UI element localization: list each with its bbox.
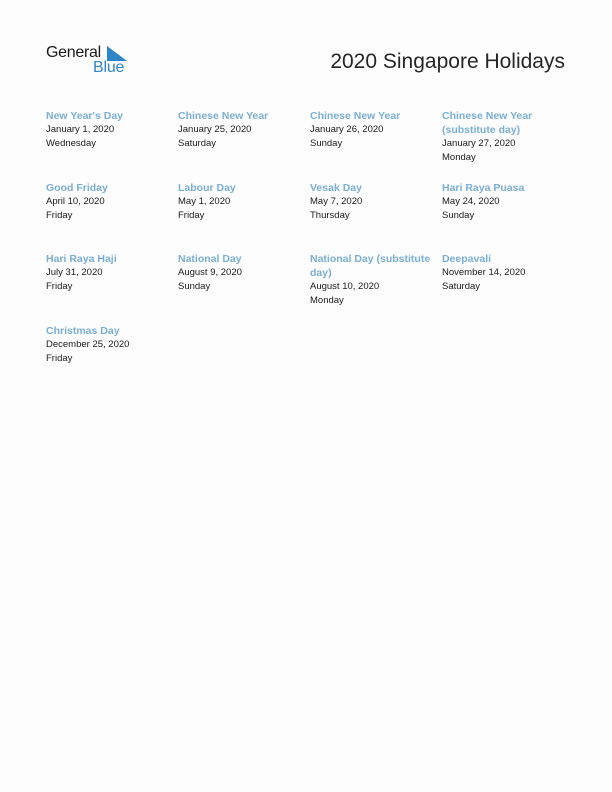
holiday-entry xyxy=(310,109,442,181)
holiday-entry xyxy=(442,252,574,324)
holiday-entry xyxy=(310,252,442,324)
holiday-date: August 9, 2020 xyxy=(178,267,242,279)
holiday-date: January 26, 2020 xyxy=(310,124,384,135)
holiday-entry xyxy=(178,252,310,324)
holiday-date: November 14, 2020 xyxy=(442,267,526,279)
holiday-name: Hari Raya Haji xyxy=(46,253,117,266)
logo-word-general: General xyxy=(46,44,101,61)
page-title: 2020 Singapore Holidays xyxy=(330,50,565,73)
holiday-date: May 7, 2020 xyxy=(310,195,363,207)
holiday-entry xyxy=(442,181,574,253)
holiday-weekday: Sunday xyxy=(178,281,211,293)
holiday-entry xyxy=(46,181,178,253)
holiday-weekday: Sunday xyxy=(442,209,475,221)
holiday-weekday: Sunday xyxy=(310,138,343,149)
holiday-date: May 24, 2020 xyxy=(442,195,500,207)
holiday-name: New Year's Day xyxy=(46,110,124,122)
logo-word-blue: Blue xyxy=(93,59,125,76)
holiday-name: National Day (substitute day) xyxy=(310,253,431,280)
holiday-name: Good Friday xyxy=(46,181,108,194)
holiday-date: July 31, 2020 xyxy=(46,267,103,279)
holiday-weekday: Thursday xyxy=(310,209,350,221)
holiday-weekday: Friday xyxy=(46,209,73,221)
holiday-weekday: Monday xyxy=(310,295,344,307)
holiday-name: Hari Raya Puasa xyxy=(442,181,525,194)
holiday-name: Labour Day xyxy=(178,181,236,194)
holiday-entry xyxy=(46,252,178,324)
holiday-entry xyxy=(310,181,442,253)
holiday-date: January 1, 2020 xyxy=(46,124,115,135)
holiday-weekday: Saturday xyxy=(442,281,481,293)
holiday-entry xyxy=(178,181,310,253)
holiday-weekday: Friday xyxy=(46,281,73,293)
holiday-grid xyxy=(46,109,576,395)
holiday-weekday: Friday xyxy=(46,352,73,364)
holiday-weekday: Wednesday xyxy=(46,138,96,149)
holiday-date: January 25, 2020 xyxy=(178,124,252,135)
holiday-name: Deepavali xyxy=(442,253,492,266)
holiday-date: April 10, 2020 xyxy=(46,195,105,207)
holiday-name: National Day xyxy=(178,253,242,266)
holiday-date: May 1, 2020 xyxy=(178,195,231,207)
holiday-name: Chinese New Year (substitute day) xyxy=(442,110,533,136)
holiday-name: Vesak Day xyxy=(310,181,362,194)
holiday-name: Chinese New Year xyxy=(310,110,401,122)
holiday-entry xyxy=(178,109,310,181)
holiday-date: January 27, 2020 xyxy=(442,138,516,149)
holiday-weekday: Friday xyxy=(178,209,205,221)
holiday-weekday: Saturday xyxy=(178,138,217,149)
holiday-date: August 10, 2020 xyxy=(310,281,380,293)
holiday-name: Christmas Day xyxy=(46,324,120,337)
logo xyxy=(46,44,136,80)
holiday-entry xyxy=(442,109,574,181)
holiday-name: Chinese New Year xyxy=(178,110,269,122)
holiday-entry xyxy=(46,109,178,181)
holiday-weekday: Monday xyxy=(442,152,476,163)
holiday-date: December 25, 2020 xyxy=(46,338,130,350)
holiday-entry xyxy=(46,324,178,396)
